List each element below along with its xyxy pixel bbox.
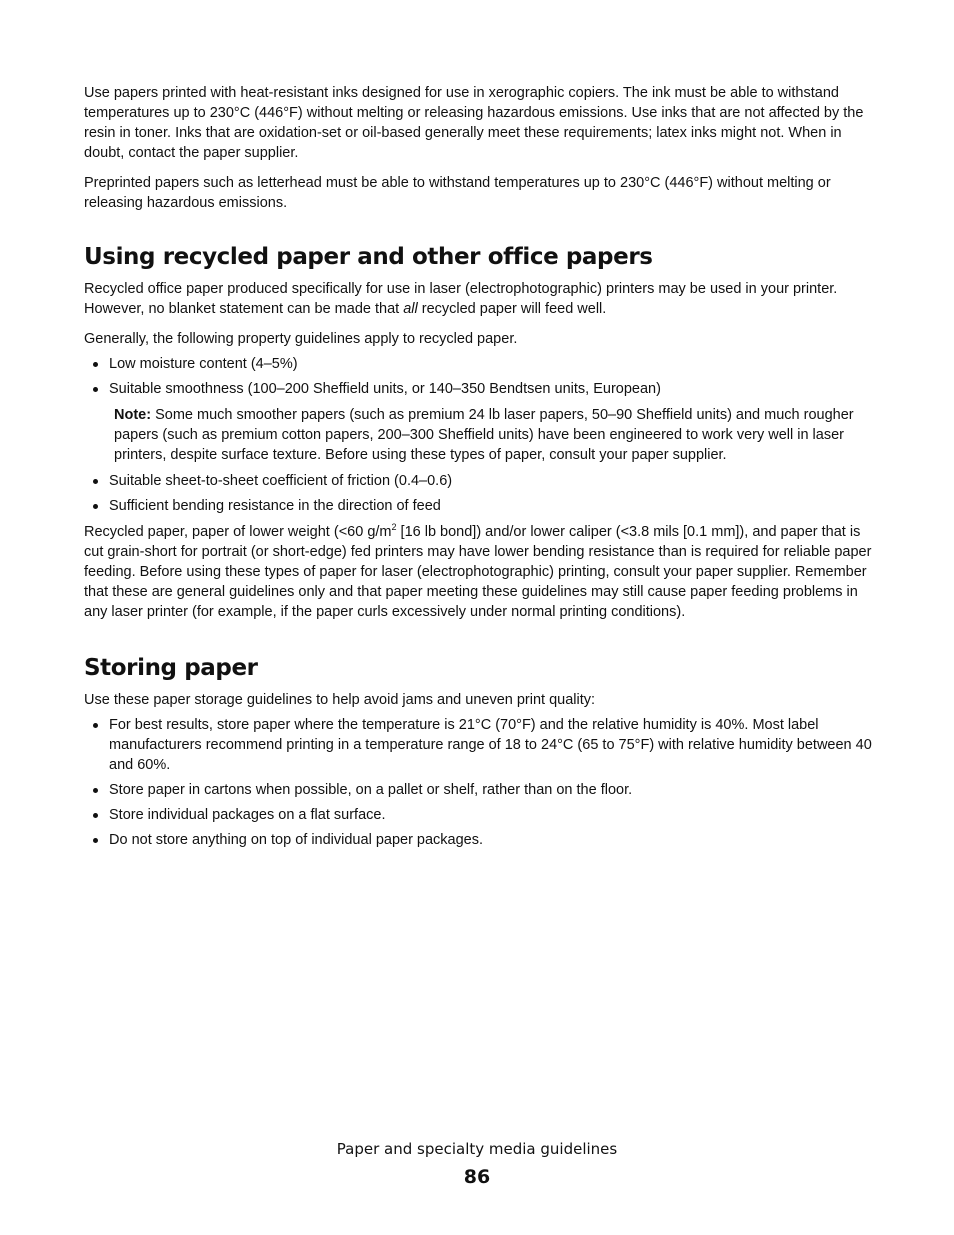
bullet-icon	[93, 723, 98, 728]
section-heading-storing: Storing paper	[84, 655, 258, 681]
list-item: Store paper in cartons when possible, on a pallet or shelf, rather than on the floor.	[84, 780, 874, 800]
recycled-paragraph-intro: Recycled office paper produced specifically for use in laser (electrophotographic) printers may be used in your printer. However, no blanket statement can be made that all recycled paper will feed well.	[84, 281, 838, 317]
list-item: Sufficient bending resistance in the direction of feed	[84, 496, 874, 516]
section-heading-recycled: Using recycled paper and other office papers	[84, 244, 653, 270]
bullet-icon	[93, 387, 98, 392]
note-block: Note: Some much smoother papers (such as premium 24 lb laser papers, 50–90 Sheffield units) and much rougher papers (such as premium cotton papers, 200–300 Sheffield units) have been engineered to work very well in laser printers, despite surface texture. Before using these types of paper, consult your paper supplier.	[114, 407, 854, 463]
list-item: Do not store anything on top of individual paper packages.	[84, 830, 874, 850]
list-item: For best results, store paper where the temperature is 21°C (70°F) and the relative humidity is 40%. Most label manufacturers recommend printing in a temperature range of 18 to 24°C (65 to 75°F) with relative humidity between 40 and 60%.	[84, 715, 874, 775]
recycled-paragraph-guidelines: Generally, the following property guidelines apply to recycled paper.	[84, 331, 518, 347]
note-label: Note:	[114, 407, 152, 423]
bullet-icon	[93, 479, 98, 484]
recycled-property-list-2	[84, 471, 874, 516]
bullet-icon	[93, 504, 98, 509]
footer-section-title: Paper and specialty media guidelines	[336, 1140, 618, 1158]
list-item: Suitable sheet-to-sheet coefficient of friction (0.4–0.6)	[84, 471, 874, 491]
page-number: 86	[463, 1166, 491, 1188]
list-item: Store individual packages on a flat surface.	[84, 805, 874, 825]
intro-paragraph-inks: Use papers printed with heat-resistant inks designed for use in xerographic copiers. The ink must be able to withstand temperatures up to 230°C (446°F) without melting or releasing hazardous emissions. Use inks that are not affected by the resin in toner. Inks that are oxidation-set or oil-based generally meet these requirements; latex inks might not. When in doubt, contact the paper supplier.	[84, 85, 864, 161]
bullet-icon	[93, 838, 98, 843]
bullet-icon	[93, 788, 98, 793]
storing-guideline-list	[84, 715, 874, 850]
list-item: Low moisture content (4–5%)	[84, 354, 874, 374]
bullet-icon	[93, 362, 98, 367]
storing-paragraph-intro: Use these paper storage guidelines to help avoid jams and uneven print quality:	[84, 692, 596, 708]
recycled-property-list-1	[84, 354, 874, 399]
list-item: Suitable smoothness (100–200 Sheffield units, or 140–350 Bendtsen units, European)	[84, 379, 874, 399]
bullet-icon	[93, 813, 98, 818]
intro-paragraph-preprinted: Preprinted papers such as letterhead must be able to withstand temperatures up to 230°C (446°F) without melting or releasing hazardous emissions.	[84, 175, 831, 211]
page-content	[84, 83, 874, 855]
recycled-paragraph-weight: Recycled paper, paper of lower weight (<60 $g/m^2$ [16 lb bond]) and/or lower caliper (<3.8 mils [0.1 mm]), and paper that is cut grain-short for portrait (or short-edge) fed printers may have lower bending resistance than is required for reliable paper feeding. Before using these types of paper for laser (electrophotographic) printing, consult your paper supplier. Remember that these are general guidelines only and that paper meeting these guidelines may still cause paper feeding problems in any laser printer (for example, if the paper curls excessively under normal printing conditions).	[84, 522, 872, 620]
